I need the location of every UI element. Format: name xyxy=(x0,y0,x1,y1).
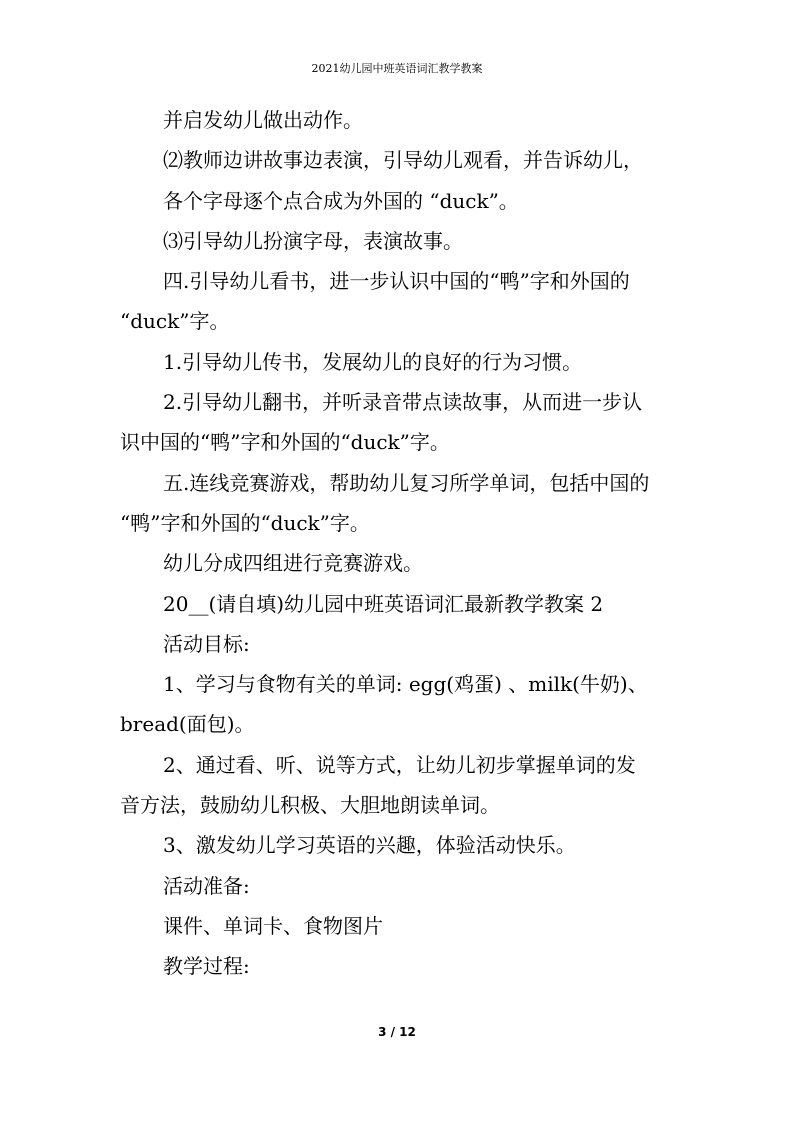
paragraph-line: 2、通过看、听、说等方式，让幼儿初步掌握单词的发 xyxy=(163,752,636,777)
paragraph-line: 四.引导幼儿看书，进一步认识中国的“鸭”字和外国的 xyxy=(163,269,630,294)
paragraph-line: 幼儿分成四组进行竞赛游戏。 xyxy=(163,551,423,576)
paragraph-line: 活动准备: xyxy=(163,873,250,898)
paragraph-line: 各个字母逐个点合成为外国的 “duck”。 xyxy=(163,188,519,213)
paragraph-line: 20__(请自填)幼儿园中班英语词汇最新教学教案 2 xyxy=(163,591,604,616)
paragraph-line: 课件、单词卡、食物图片 xyxy=(163,913,383,938)
paragraph-line: ⑵教师边讲故事边表演，引导幼儿观看，并告诉幼儿， xyxy=(163,148,643,173)
document-body xyxy=(120,100,680,987)
paragraph-line: 2.引导幼儿翻书，并听录音带点读故事，从而进一步认 xyxy=(163,390,643,415)
page-header: 2021幼儿园中班英语词汇教学教案 xyxy=(311,62,483,75)
paragraph-line: 3、激发幼儿学习英语的兴趣，体验活动快乐。 xyxy=(163,833,576,858)
paragraph-line: bread(面包)。 xyxy=(120,712,255,737)
paragraph-line: 教学过程: xyxy=(163,954,250,979)
paragraph-line: 并启发幼儿做出动作。 xyxy=(163,108,363,132)
paragraph-line: 识中国的“鸭”字和外国的“duck”字。 xyxy=(120,430,450,455)
paragraph-line: 1.引导幼儿传书，发展幼儿的良好的行为习惯。 xyxy=(163,349,583,374)
paragraph-line: 五.连线竞赛游戏，帮助幼儿复习所学单词，包括中国的 xyxy=(163,470,650,495)
paragraph-line: “duck”字。 xyxy=(120,309,230,334)
page-number: 3 / 12 xyxy=(378,1025,416,1039)
paragraph-line: ⑶引导幼儿扮演字母，表演故事。 xyxy=(163,228,463,253)
paragraph-line: 音方法，鼓励幼儿积极、大胆地朗读单词。 xyxy=(120,793,500,818)
paragraph-line: “鸭”字和外国的“duck”字。 xyxy=(120,510,370,535)
paragraph-line: 活动目标: xyxy=(163,631,250,656)
paragraph-line: 1、学习与食物有关的单词: egg(鸡蛋) 、milk(牛奶)、 xyxy=(163,672,648,697)
